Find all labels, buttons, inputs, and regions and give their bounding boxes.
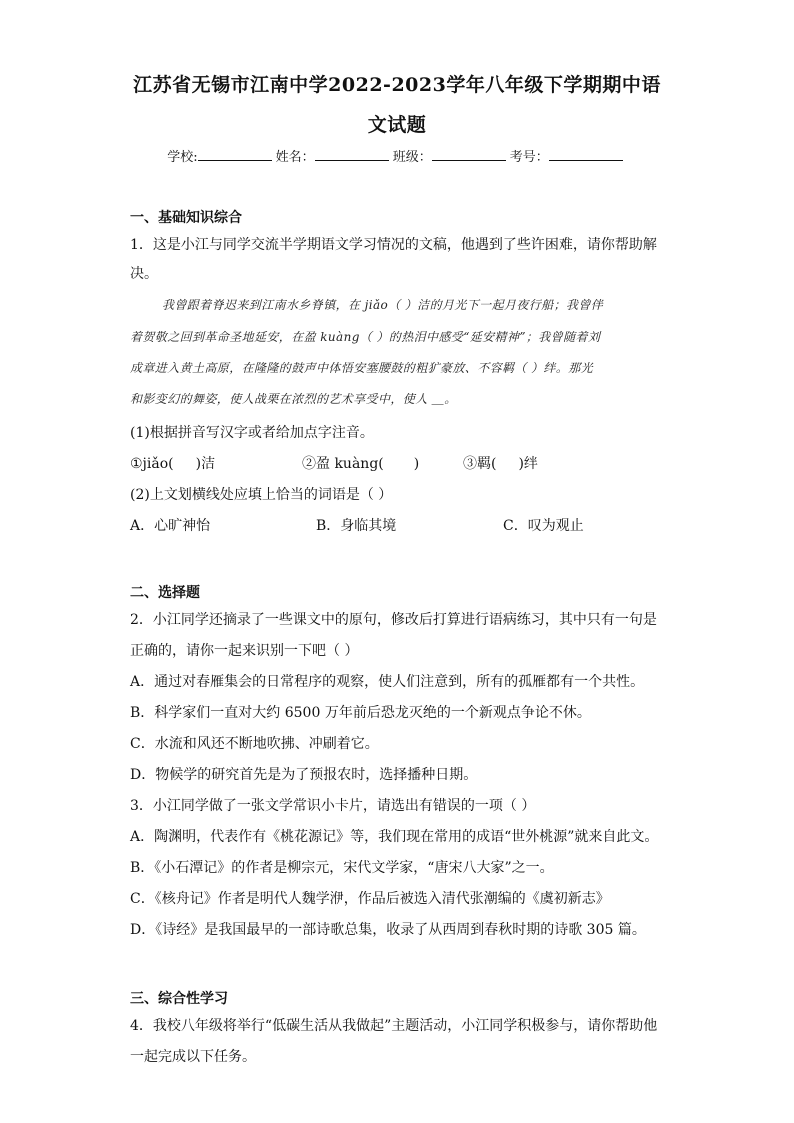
sub1-item1-pre: ①jiǎo( xyxy=(130,456,174,472)
section1-heading: 一、基础知识综合 xyxy=(130,210,242,226)
q2-stem-line1: 2．小江同学还摘录了一些课文中的原句，修改后打算进行语病练习，其中只有一句是 xyxy=(130,612,657,628)
class-blank xyxy=(432,148,506,161)
q2-option-d[interactable]: D．物候学的研究首先是为了预报农时，选择播种日期。 xyxy=(130,767,478,783)
q2-stem-line2: 正确的，请你一起来识别一下吧（ ） xyxy=(130,643,359,659)
passage-line1: 我曾跟着脊迟来到江南水乡脊镇，在 jiǎo（ ）洁的月光下一起月夜行船；我曾伴 xyxy=(162,298,604,312)
q1-stem-line2: 决。 xyxy=(130,266,158,282)
student-info-row xyxy=(0,146,794,165)
sub2-option-c[interactable]: C．叹为观止 xyxy=(503,518,584,534)
q1-stem-line1: 1．这是小江与同学交流半学期语文学习情况的文稿，他遇到了些许困难，请你帮助解 xyxy=(130,237,657,253)
sub1-item2-pre: ②盈 kuàng( xyxy=(302,456,384,472)
page-title-line1: 江苏省无锡市江南中学2022-2023学年八年级下学期期中语 xyxy=(133,74,661,96)
sub1-item3 xyxy=(463,453,538,473)
section3-heading: 三、综合性学习 xyxy=(130,991,228,1007)
sub1-item1 xyxy=(130,453,215,473)
sub2-option-b[interactable]: B．身临其境 xyxy=(316,518,397,534)
passage-line4: 和影变幻的舞姿，使人战栗在浓烈的艺术享受中，使人 ＿。 xyxy=(130,392,457,406)
q4-stem-line2: 一起完成以下任务。 xyxy=(130,1049,256,1065)
sub1-item3-post: )绊 xyxy=(518,456,538,472)
exam-no-label: 考号： xyxy=(509,150,549,165)
school-label: 学校: xyxy=(167,150,198,165)
class-label: 班级： xyxy=(392,150,432,165)
q2-option-c[interactable]: C．水流和风还不断地吹拂、冲刷着它。 xyxy=(130,736,379,752)
q2-option-b[interactable]: B．科学家们一直对大约 6500 万年前后恐龙灭绝的一个新观点争论不休。 xyxy=(130,705,591,721)
q1-sub2-prompt: (2)上文划横线处应填上恰当的词语是（ ） xyxy=(130,487,393,503)
q2-option-a[interactable]: A．通过对春雁集会的日常程序的观察，使人们注意到，所有的孤雁都有一个共性。 xyxy=(130,674,645,690)
sub1-item3-pre: ③羁( xyxy=(463,456,497,472)
sub1-item1-post: )洁 xyxy=(195,456,216,472)
name-blank xyxy=(315,148,389,161)
q1-sub1-prompt: (1)根据拼音写汉字或者给加点字注音。 xyxy=(130,425,374,441)
q3-option-b[interactable]: B．《小石潭记》的作者是柳宗元，宋代文学家，“唐宋八大家”之一。 xyxy=(130,860,554,876)
sub1-item2 xyxy=(302,453,419,473)
school-blank xyxy=(198,148,272,161)
q3-option-d[interactable]: D．《诗经》是我国最早的一部诗歌总集，收录了从西周到春秋时期的诗歌 305 篇。 xyxy=(130,922,646,938)
q4-stem-line1: 4．我校八年级将举行“低碳生活从我做起”主题活动，小江同学积极参与，请你帮助他 xyxy=(130,1018,658,1034)
sub1-item2-post: ) xyxy=(413,456,420,472)
name-label: 姓名： xyxy=(275,150,315,165)
section2-heading: 二、选择题 xyxy=(130,585,200,601)
page-title-line2: 文试题 xyxy=(367,114,427,136)
exam-no-blank xyxy=(549,148,623,161)
q3-option-a[interactable]: A．陶渊明，代表作有《桃花源记》等，我们现在常用的成语“世外桃源”就来自此文。 xyxy=(130,829,659,845)
q3-option-c[interactable]: C．《核舟记》作者是明代人魏学洢，作品后被选入清代张潮编的《虞初新志》 xyxy=(130,891,610,907)
passage-line3: 成章进入黄土高原，在隆隆的鼓声中体悟安塞腰鼓的粗犷豪放、不容羁（ ）绊。那光 xyxy=(130,361,594,375)
sub2-option-a[interactable]: A．心旷神怡 xyxy=(130,518,211,534)
passage-line2: 着贺敬之回到革命圣地延安，在盈 kuàng（ ）的热泪中感受“延安精神”；我曾随着刘 xyxy=(130,330,601,344)
q3-stem: 3．小江同学做了一张文学常识小卡片，请选出有错误的一项（ ） xyxy=(130,798,536,814)
